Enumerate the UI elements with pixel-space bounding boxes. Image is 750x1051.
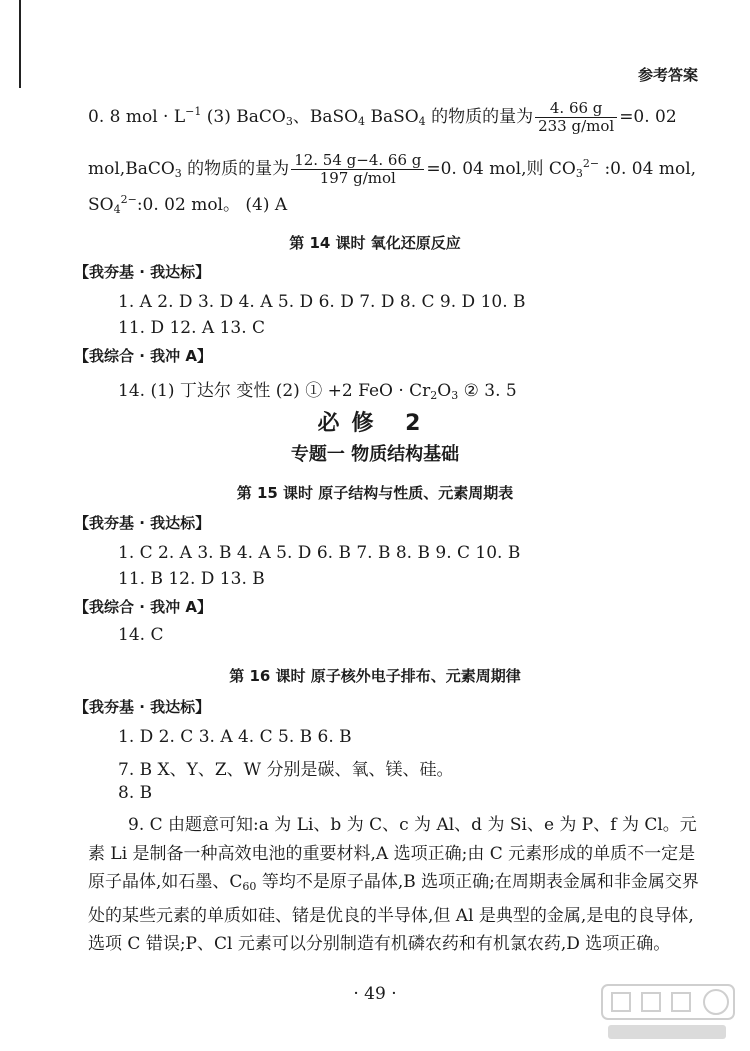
lesson-14-basic-label: 【我夯基 · 我达标】: [74, 263, 211, 281]
running-header: 参考答案: [637, 66, 698, 84]
topic-title: 专题一 物质结构基础: [290, 444, 460, 465]
prev-answer-line-3: $SO_4^{2-}:0$. 02 mol。 (4) A: [88, 193, 288, 216]
lesson-15-basic-answers-1: 1. C 2. A 3. B 4. A 5. D 6. B 7. B 8. B 9. C 10. B: [118, 543, 521, 563]
lesson-15-basic-answers-2: 11. B 12. D 13. B: [118, 569, 265, 589]
lesson-16-answer-8: 8. B: [118, 783, 153, 803]
lesson-15-basic-label: 【我夯基 · 我达标】: [74, 514, 211, 532]
lesson-14-adv-label: 【我综合 · 我冲 A】: [74, 347, 212, 365]
lesson-16-basic-label: 【我夯基 · 我达标】: [74, 698, 211, 716]
lesson-16-answers-1-6: 1. D 2. C 3. A 4. C 5. B 6. B: [118, 727, 352, 747]
lesson-16-answer-9-explanation: 9. C 由题意可知:a 为 Li、b 为 C、c 为 Al、d 为 Si、e 为 P、f 为 Cl。元素 Li 是制备一种高效电池的重要材料,A 选项正确;由 C 元素形成的单质不一定是原子晶体,如石墨、$C_{60}$ 等均不是原子晶体,B 选项正确;在周期表金属和非金属交界处的某些元素的单质如硅、锗是优良的半导体,但 Al 是典型的金属,是电的良导体,选项 C 错误;P、Cl 元素可以分别制造有机磷农药和有机氯农药,D 选项正确。: [88, 815, 699, 954]
lesson-14-basic-answers-2: 11. D 12. A 13. C: [118, 318, 266, 338]
lesson-14-basic-answers-1: 1. A 2. D 3. D 4. A 5. D 6. D 7. D 8. C 9. D 10. B: [118, 292, 526, 312]
lesson-16-answer-7: 7. B X、Y、Z、W 分别是碳、氧、镁、硅。: [118, 760, 454, 780]
spine-line: [19, 0, 21, 88]
lesson-14-adv-answers: 14. (1) 丁达尔 变性 (2) ① +2 FeO · $Cr_2O_3$ ② 3. 5: [118, 381, 517, 402]
page-number: · 49 ·: [353, 984, 397, 1004]
fraction-baco3: $\frac{12. 54 g-4. 66 g}{\text{197 g/mol}}$: [291, 152, 424, 187]
lesson-16-title: 第 16 课时 原子核外电子排布、元素周期律: [229, 667, 521, 685]
lesson-15-title: 第 15 课时 原子结构与性质、元素周期表: [236, 484, 514, 502]
watermark-logo: [598, 981, 738, 1043]
lesson-15-adv-label: 【我综合 · 我冲 A】: [74, 598, 212, 616]
book-title: 必修 2: [317, 411, 433, 436]
prev-answer-line-1: 0. 8 mol · $L^{-1}$ (3) BaCO$_3$、BaSO$_4$ BaSO$_4$ 的物质的量为 $\frac{4. 66 g}{\text{233 g/mol}}$ =0. 02: [88, 99, 677, 135]
fraction-baso4: $\frac{4. 66 g}{\text{233 g/mol}}$: [535, 100, 617, 135]
lesson-14-title: 第 14 课时 氧化还原反应: [289, 234, 461, 252]
prev-answer-line-2: mol,BaCO$_3$ 的物质的量为 $\frac{12. 54 g-4. 66 g}{\text{197 g/mol}}$ =0. 04 mol,则 $CO_3^{2-}$ :0. 04 mol,: [88, 151, 697, 187]
lesson-15-adv-answers: 14. C: [118, 625, 164, 645]
